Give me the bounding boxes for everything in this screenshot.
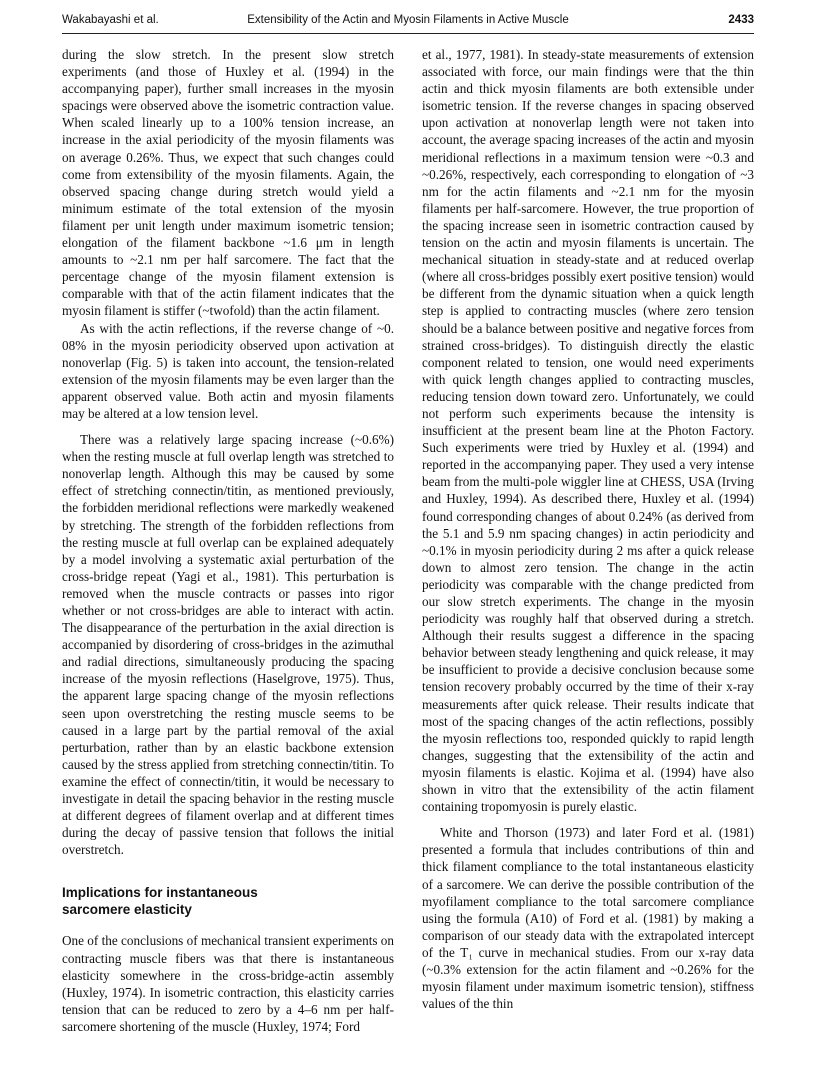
header-authors: Wakabayashi et al. (62, 14, 159, 26)
section-heading (62, 884, 394, 918)
paragraph: White and Thorson (1973) and later Ford et al. (1981) presented a formula that includes contributions of thin and thick filament compliance to the total instantaneous elasticity of a sarcomere. We can derive the possible contribution of the myofilament compliance to the total sarcomere compliance using the formula (A10) of Ford et al. (1981) by making a comparison of our steady data with the extrapolated intercept of the T₁ curve in mechanical studies. From our x-ray data (~0.3% extension for the actin filament and ~0.26% for the myosin filament under maximum isometric tension), stiffness values of the thin (422, 825, 754, 1012)
section-heading-line: Implications for instantaneous (62, 885, 258, 901)
paragraph: during the slow stretch. In the present slow stretch experiments (and those of Huxley et al. (1994) in the accompanying paper), further small increases in the myosin spacings were observed above the isometric contraction value. When scaled linearly up to a 100% tension increase, an increase in the axial periodicity of the myosin filaments was on average 0.26%. Thus, we expect that such changes could come from extensibility of the myosin filaments. Again, the observed spacing change during stretch would yield a minimum estimate of the total extension of the myosin filament per unit length under maximum isometric tension; elongation of the filament backbone ~1.6 μm in length amounts to ~2.1 nm per half sarcomere. The fact that the percentage change of the myosin filament extension is comparable with that of the actin filament indicates that the myosin filament is stiffer (~twofold) than the actin filament. (62, 47, 394, 319)
right-column (422, 46, 754, 1012)
paragraph: et al., 1977, 1981). In steady-state measurements of extension associated with force, our main findings were that the thin actin and thick myosin filaments are both extensible under isometric tension. If the reverse changes in spacing observed upon activation at nonoverlap length were not taken into account, the average spacing increases of the actin and myosin meridional reflections in a maximum tension were ~0.3 and ~0.26%, respectively, each corresponding to elongation of ~3 nm for the actin filaments and ~2.1 nm for the myosin filaments per half-sarcomere. However, the true proportion of the spacing increase seen in isometric contraction caused by tension on the actin and myosin filaments is uncertain. The mechanical situation in steady-state and at reduced overlap (where all cross-bridges possibly exert positive tension) would be different from the dynamic situation when a quick length step is applied to contracting muscles (where zero tension should be a balance between positive and negative forces from strained cross-bridges). To distinguish directly the elastic component related to tension, one would need experiments with quick length changes applied to contracting muscles, reducing tension down toward zero. Unfortunately, we could not perform such experiments because the intensity is insufficient at the present beam line at the Photon Factory. Such experiments were tried by Huxley et al. (1994) and reported in the accompanying paper. They used a very intense beam from the multi-pole wiggler line at CHESS, USA (Irving and Huxley, 1994). As described there, Huxley et al. (1994) found corresponding changes of about 0.24% (as derived from the 5.1 and 5.9 nm spacing changes) in actin periodicity and ~0.1% in myosin periodicity during 2 ms after a quick release down to almost zero tension. The change in the actin periodicity was comparable with the change predicted from our slow stretch experiments. The change in the myosin periodicity was roughly half that observed during a stretch. Although their results suggest a difference in the spacing behavior between steady lengthening and quick release, it may be insufficient to provide a decisive conclusion because some tension recovery probably occurred by the time of their x-ray measurements after quick release. Their results indicate that most of the spacing changes of the actin reflections, possibly the myosin reflections too, responded quickly to rapid length changes, suggesting that the extensibility of the actin and myosin filaments is elastic. Kojima et al. (1994) have also shown in vitro that the extensibility of the actin filament containing tropomyosin is purely elastic. (422, 47, 754, 815)
section-heading-line: sarcomere elasticity (62, 902, 192, 918)
running-header (62, 14, 754, 32)
page-number: 2433 (728, 14, 754, 26)
header-rule (62, 33, 754, 34)
left-column (62, 46, 394, 1035)
paragraph: One of the conclusions of mechanical transient experiments on contracting muscle fibers was that there is instantaneous elasticity somewhere in the cross-bridge-actin assembly (Huxley, 1974). In isometric contraction, this elasticity carries tension that can be reduced to zero by a 4–6 nm per half-sarcomere shortening of the muscle (Huxley, 1974; Ford (62, 933, 394, 1034)
header-title: Extensibility of the Actin and Myosin Filaments in Active Muscle (247, 14, 569, 26)
paragraph: As with the actin reflections, if the reverse change of ~0. 08% in the myosin periodicity observed upon activation at nonoverlap (Fig. 5) is taken into account, the tension-related extension of the myosin filaments may be even larger than the apparent observed value. Both actin and myosin filaments may be altered at a low tension level. (62, 320, 394, 421)
paragraph: There was a relatively large spacing increase (~0.6%) when the resting muscle at full overlap length was stretched to nonoverlap length. Although this may be caused by some effect of stretching connectin/titin, as mentioned previously, the forbidden meridional reflections were markedly weakened by stretching. The strength of the forbidden reflections from the resting muscle at full overlap can be explained adequately by a model involving a systematic axial perturbation of the cross-bridge repeat (Yagi et al., 1981). This perturbation is removed when the muscle contracts or passes into rigor whether or not cross-bridges are able to interact with actin. The disappearance of the perturbation in the axial direction is accompanied by disordering of cross-bridges in the azimuthal and radial directions, simultaneously producing the spacing increase of the myosin reflections (Haselgrove, 1975). Thus, the apparent large spacing change of the myosin reflections seen upon overstretching the resting muscle seems to be caused in a large part by the partial removal of the axial perturbation, rather than by an elastic backbone extension caused by the stress applied from stretching connectin/titin. To examine the effect of connectin/titin, it would be necessary to investigate in detail the spacing behavior in the resting muscle at different degrees of filament overlap and at different times during the decay of passive tension that follows the initial overstretch. (62, 432, 394, 858)
